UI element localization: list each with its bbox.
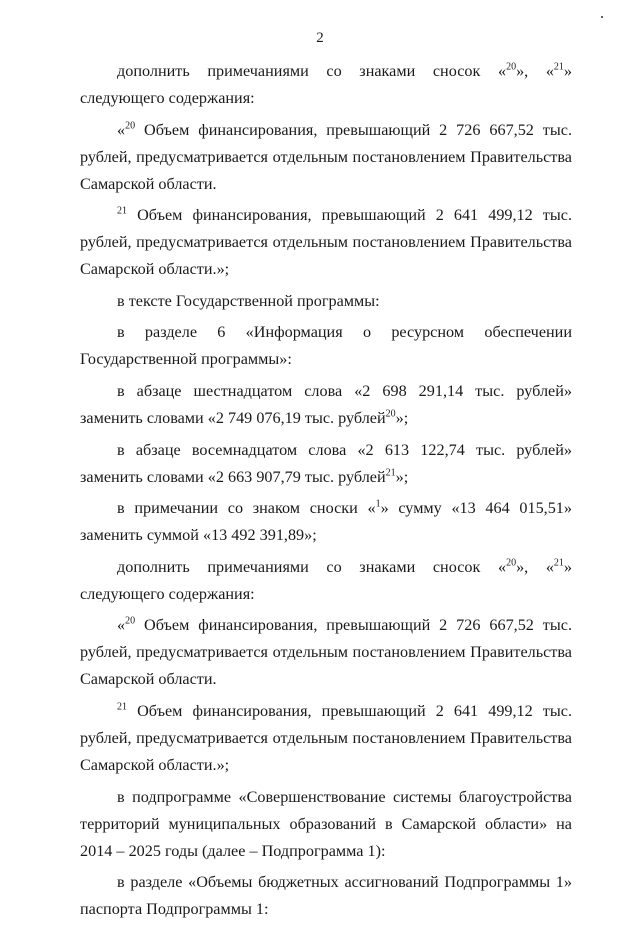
text-run: в разделе «Объемы бюджетных ассигнований Подпрограммы 1» паспорта Подпрограммы 1: — [80, 873, 572, 919]
text-run: « — [117, 616, 126, 635]
text-run: » следующего содержания: — [80, 557, 573, 603]
footnote-mark: 21 — [117, 205, 127, 217]
paragraph — [80, 378, 572, 432]
text-run: » следующего содержания: — [80, 62, 573, 107]
text-run: Объем финансирования, превышающий 2 726 667,52 тыс. рублей, предусматривается отдельным постановлением Правительства Самарской области. — [80, 616, 572, 689]
paragraph — [80, 319, 572, 373]
text-run: в подпрограмме «Совершенствование системы благоустройства территорий муниципальных образований в Самарской области» на 2014 – 2025 годы (далее – Подпрограмма 1): — [80, 787, 572, 860]
paragraph — [80, 495, 572, 549]
text-run: Объем финансирования, превышающий 2 641 499,12 тыс. рублей, предусматривается отдельным постановлением Правительства Самарской области.»; — [80, 701, 572, 774]
paragraph — [80, 554, 572, 608]
text-run: в примечании со знаком сноски « — [117, 499, 376, 518]
text-run: », « — [516, 557, 554, 576]
paragraph — [80, 117, 572, 198]
footnote-mark: 20 — [125, 120, 136, 132]
text-run: « — [117, 120, 126, 139]
footnote-mark: 21 — [553, 557, 564, 569]
footnote-mark: 1 — [375, 498, 381, 510]
paragraph — [80, 784, 572, 865]
footnote-mark: 21 — [117, 701, 127, 713]
text-run: в тексте Государственной программы: — [117, 291, 380, 310]
text-run: Объем финансирования, превышающий 2 726 667,52 тыс. рублей, предусматривается отдельным постановлением Правительства Самарской области. — [80, 120, 572, 193]
document-body — [80, 58, 572, 928]
paragraph — [80, 612, 572, 693]
paragraph — [80, 869, 572, 923]
text-run: в абзаце восемнадцатом слова «2 613 122,74 тыс. рублей» заменить словами «2 663 907,79 тыс. рублей — [80, 440, 572, 486]
text-run: дополнить примечаниями со знаками сносок « — [117, 62, 507, 80]
text-run: в абзаце шестнадцатом слова «2 698 291,14 тыс. рублей» заменить словами «2 749 076,19 тыс. рублей — [80, 381, 572, 427]
footnote-mark: 21 — [553, 61, 564, 73]
text-run: »; — [395, 408, 409, 427]
footnote-mark: 20 — [125, 615, 136, 627]
paragraph — [80, 202, 572, 283]
paragraph — [80, 437, 572, 491]
text-run: Объем финансирования, превышающий 2 641 499,12 тыс. рублей, предусматривается отдельным постановлением Правительства Самарской области.»; — [80, 206, 572, 279]
text-run: дополнить примечаниями со знаками сносок « — [117, 557, 507, 576]
text-run: », « — [516, 62, 554, 80]
footnote-mark: 20 — [506, 557, 517, 569]
page-number: 2 — [316, 30, 324, 46]
paragraph — [80, 58, 572, 112]
text-run: в разделе 6 «Информация о ресурсном обеспечении Государственной программы»: — [80, 323, 572, 369]
footnote-mark: 21 — [385, 467, 396, 479]
paragraph — [80, 698, 572, 779]
text-run: »; — [395, 467, 409, 486]
footnote-mark: 20 — [506, 61, 517, 73]
footnote-mark: 20 — [385, 408, 396, 420]
paragraph — [80, 288, 572, 315]
text-run: » сумму «13 464 015,51» заменить суммой «13 492 391,89»; — [80, 499, 572, 545]
scan-speck — [601, 16, 603, 18]
